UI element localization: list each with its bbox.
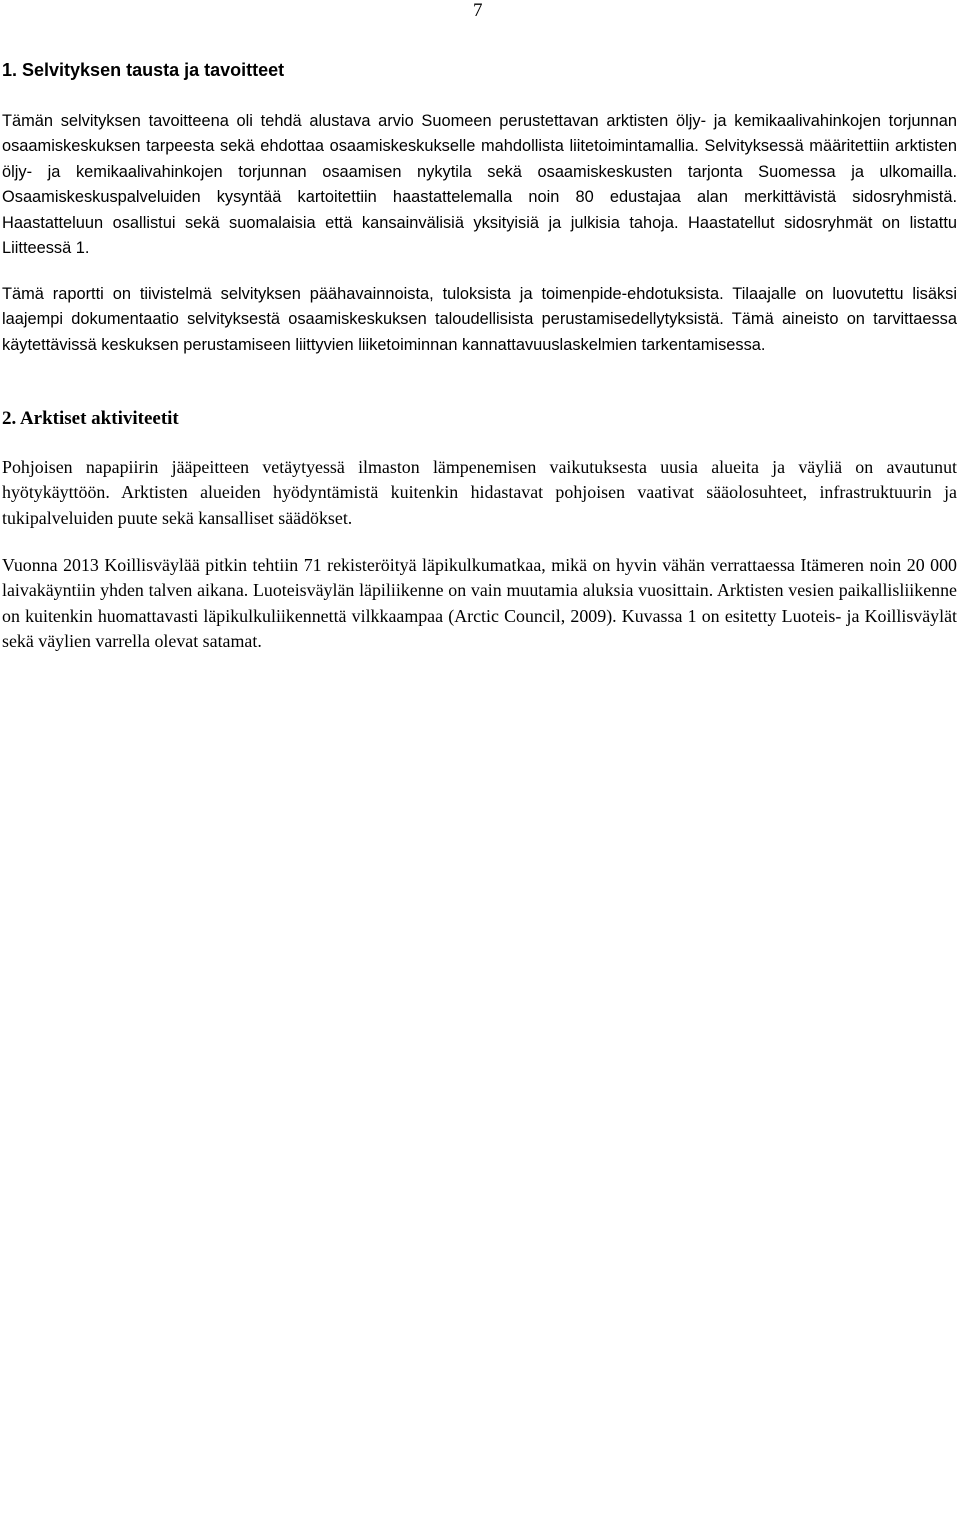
section-1-paragraph-1: Tämän selvityksen tavoitteena oli tehdä alustava arvio Suomeen perustettavan arktisten öljy- ja kemikaalivahinkojen torjunnan osaamiskeskuksen tarpeesta sekä ehdottaa osaamiskeskukselle mahdollista liitetoimintamallia. Selvityksessä määritettiin arktisten öljy- ja kemikaalivahinkojen torjunnan osaamisen nykytila sekä osaamiskeskusten tarjonta Suomessa ja ulkomailla. Osaamiskeskuspalveluiden kysyntää kartoitettiin haastattelemalla noin 80 edustajaa alan merkittävistä sidosryhmistä. Haastatteluun osallistui sekä suomalaisia että kansainvälisiä yksityisiä ja julkisia tahoja. Haastatellut sidosryhmät on listattu Liitteessä 1.: [2, 112, 957, 258]
page-number: 7: [473, 0, 483, 21]
section-2-paragraph-1: Pohjoisen napapiirin jääpeitteen vetäytyessä ilmaston lämpenemisen vaikutuksesta uusia alueita ja väyliä on avautunut hyötykäyttöön. Arktisten alueiden hyödyntämistä kuitenkin hidastavat pohjoisen vaativat sääolosuhteet, infrastruktuurin ja tukipalveluiden puute sekä kansalliset säädökset.: [2, 457, 957, 528]
section-2-heading: 2. Arktiset aktiviteetit: [2, 408, 179, 429]
section-1-paragraph-2: Tämä raportti on tiivistelmä selvityksen päähavainnoista, tuloksista ja toimenpide-ehdotuksista. Tilaajalle on luovutettu lisäksi laajempi dokumentaatio selvityksestä osaamiskeskuksen taloudellisista perustamisedellytyksistä. Tämä aineisto on tarvittaessa käytettävissä keskuksen perustamiseen liittyvien liiketoiminnan kannattavuuslaskelmien tarkentamisessa.: [2, 285, 957, 354]
section-1-heading: 1. Selvityksen tausta ja tavoitteet: [2, 60, 285, 80]
section-2-paragraph-2: Vuonna 2013 Koillisväylää pitkin tehtiin 71 rekisteröityä läpikulkumatkaa, mikä on hyvin vähän verrattaessa Itämeren noin 20 000 laivakäyntiin yhden talven aikana. Luoteisväylän läpiliikenne on vain muutamia aluksia vuosittain. Arktisten vesien paikallisliikenne on kuitenkin huomattavasti läpikulkuliikennettä vilkkaampaa (Arctic Council, 2009). Kuvassa 1 on esitetty Luoteis- ja Koillisväylät sekä väylien varrella olevat satamat.: [2, 555, 957, 652]
